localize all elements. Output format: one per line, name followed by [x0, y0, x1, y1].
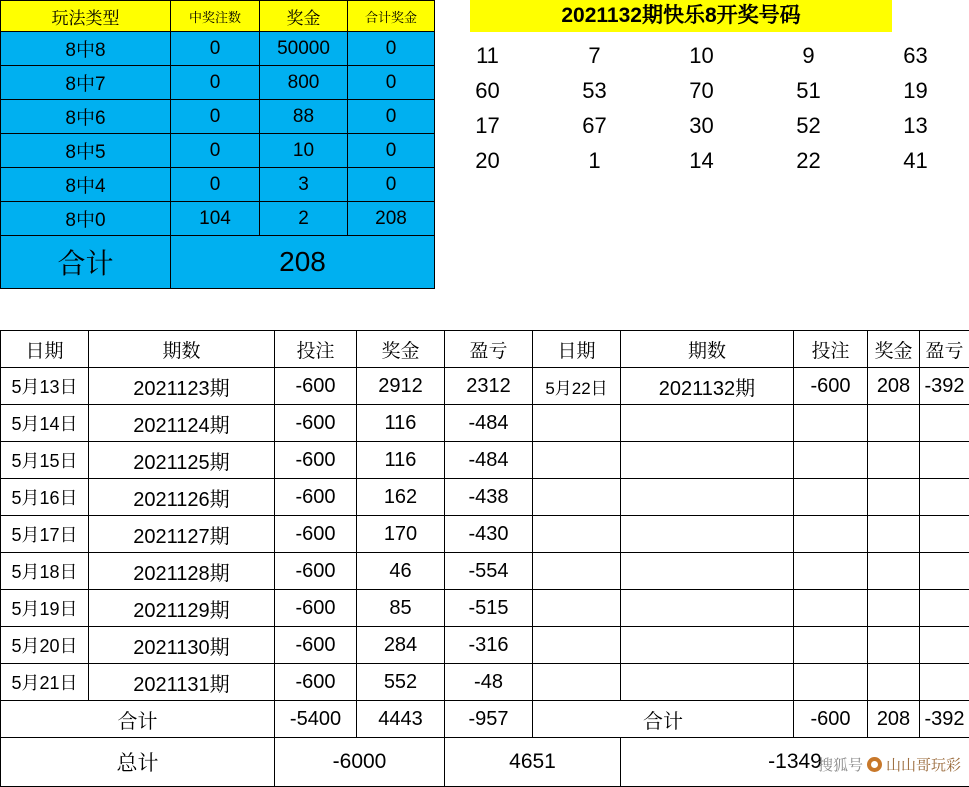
cell-empty — [621, 553, 794, 590]
cell-empty — [794, 516, 868, 553]
header-bet-right: 投注 — [794, 331, 868, 368]
cell-play-type: 8中8 — [1, 32, 171, 66]
cell-total-prize: 208 — [348, 202, 435, 236]
cell-profit: -484 — [445, 442, 533, 479]
cell-issue-right: 2021132期 — [621, 368, 794, 405]
cell-profit-right: -392 — [920, 368, 969, 405]
cell-total-prize: 0 — [348, 168, 435, 202]
cell-play-type: 8中5 — [1, 134, 171, 168]
cell-date: 5月18日 — [1, 553, 89, 590]
sohu-logo-icon — [867, 757, 882, 772]
draw-number: 19 — [862, 73, 969, 108]
cell-play-type: 8中4 — [1, 168, 171, 202]
cell-bet: -600 — [275, 553, 357, 590]
cell-prize: 3 — [260, 168, 348, 202]
table-row — [1, 100, 435, 134]
draw-number: 9 — [755, 38, 862, 73]
table-row — [1, 479, 969, 516]
cell-issue: 2021124期 — [89, 405, 275, 442]
subtotal-label-left: 合计 — [1, 701, 275, 738]
draw-number: 67 — [541, 108, 648, 143]
header-prize-right: 奖金 — [868, 331, 920, 368]
header-date-right: 日期 — [533, 331, 621, 368]
cell-empty — [868, 664, 920, 701]
cell-empty — [621, 442, 794, 479]
table-row — [1, 442, 969, 479]
cell-profit: -515 — [445, 590, 533, 627]
cell-empty — [920, 627, 969, 664]
cell-empty — [920, 442, 969, 479]
cell-profit: -484 — [445, 405, 533, 442]
cell-issue: 2021129期 — [89, 590, 275, 627]
grand-total-profit: -1349 — [621, 738, 969, 787]
cell-bet: -600 — [275, 442, 357, 479]
cell-empty — [533, 664, 621, 701]
header-profit-left: 盈亏 — [445, 331, 533, 368]
draw-number-row — [434, 73, 969, 108]
payout-total-label: 合计 — [1, 236, 171, 289]
cell-date: 5月14日 — [1, 405, 89, 442]
cell-empty — [794, 627, 868, 664]
cell-empty — [533, 405, 621, 442]
payout-table-container — [0, 0, 434, 289]
cell-profit: -316 — [445, 627, 533, 664]
cell-empty — [533, 553, 621, 590]
watermark-author: 山山哥玩彩 — [886, 754, 961, 775]
cell-profit: -48 — [445, 664, 533, 701]
cell-date: 5月13日 — [1, 368, 89, 405]
cell-profit: -438 — [445, 479, 533, 516]
cell-prize: 800 — [260, 66, 348, 100]
subtotal-label-right: 合计 — [533, 701, 794, 738]
cell-issue: 2021123期 — [89, 368, 275, 405]
cell-empty — [920, 516, 969, 553]
cell-empty — [533, 590, 621, 627]
table-row — [1, 368, 969, 405]
header-issue-right: 期数 — [621, 331, 794, 368]
cell-prize: 50000 — [260, 32, 348, 66]
table-row — [1, 516, 969, 553]
grand-total-prize: 4651 — [445, 738, 621, 787]
draw-number: 53 — [541, 73, 648, 108]
subtotal-profit-left: -957 — [445, 701, 533, 738]
cell-win-count: 104 — [171, 202, 260, 236]
cell-prize: 85 — [357, 590, 445, 627]
cell-prize: 2 — [260, 202, 348, 236]
cell-date: 5月20日 — [1, 627, 89, 664]
cell-empty — [868, 516, 920, 553]
cell-date: 5月19日 — [1, 590, 89, 627]
cell-bet: -600 — [275, 590, 357, 627]
draw-number: 14 — [648, 143, 755, 178]
cell-play-type: 8中0 — [1, 202, 171, 236]
header-prize: 奖金 — [260, 1, 348, 32]
cell-empty — [621, 590, 794, 627]
cell-total-prize: 0 — [348, 32, 435, 66]
cell-date: 5月15日 — [1, 442, 89, 479]
cell-play-type: 8中7 — [1, 66, 171, 100]
table-row — [1, 627, 969, 664]
cell-prize-right: 208 — [868, 368, 920, 405]
cell-date-right: 5月22日 — [533, 368, 621, 405]
cell-empty — [868, 553, 920, 590]
payout-total-value: 208 — [171, 236, 435, 289]
draw-number: 51 — [755, 73, 862, 108]
table-row — [1, 553, 969, 590]
cell-prize: 46 — [357, 553, 445, 590]
records-table — [0, 330, 969, 787]
draw-number: 13 — [862, 108, 969, 143]
cell-issue: 2021125期 — [89, 442, 275, 479]
cell-profit: -430 — [445, 516, 533, 553]
draw-number: 70 — [648, 73, 755, 108]
header-play-type: 玩法类型 — [1, 1, 171, 32]
draw-number: 7 — [541, 38, 648, 73]
cell-profit: 2312 — [445, 368, 533, 405]
cell-bet-right: -600 — [794, 368, 868, 405]
cell-date: 5月16日 — [1, 479, 89, 516]
draw-number-row — [434, 108, 969, 143]
cell-empty — [920, 553, 969, 590]
cell-empty — [794, 405, 868, 442]
subtotal-prize-left: 4443 — [357, 701, 445, 738]
cell-empty — [621, 479, 794, 516]
cell-empty — [621, 664, 794, 701]
cell-empty — [794, 479, 868, 516]
table-row — [1, 590, 969, 627]
cell-prize: 2912 — [357, 368, 445, 405]
cell-win-count: 0 — [171, 168, 260, 202]
cell-prize: 10 — [260, 134, 348, 168]
cell-empty — [920, 405, 969, 442]
header-prize-left: 奖金 — [357, 331, 445, 368]
draw-number: 30 — [648, 108, 755, 143]
subtotal-row — [1, 701, 969, 738]
table-row — [1, 32, 435, 66]
cell-prize: 116 — [357, 442, 445, 479]
table-row — [1, 664, 969, 701]
header-date-left: 日期 — [1, 331, 89, 368]
draw-number: 63 — [862, 38, 969, 73]
header-profit-right: 盈亏 — [920, 331, 969, 368]
cell-total-prize: 0 — [348, 66, 435, 100]
cell-win-count: 0 — [171, 100, 260, 134]
watermark — [818, 754, 961, 775]
subtotal-profit-right: -392 — [920, 701, 969, 738]
cell-win-count: 0 — [171, 66, 260, 100]
cell-total-prize: 0 — [348, 100, 435, 134]
table-row — [1, 405, 969, 442]
cell-empty — [868, 442, 920, 479]
draw-number-row — [434, 143, 969, 178]
draw-number: 60 — [434, 73, 541, 108]
header-total-prize: 合计奖金 — [348, 1, 435, 32]
cell-empty — [794, 664, 868, 701]
cell-empty — [794, 590, 868, 627]
cell-prize: 552 — [357, 664, 445, 701]
table-row — [1, 66, 435, 100]
draw-number: 20 — [434, 143, 541, 178]
cell-bet: -600 — [275, 664, 357, 701]
draw-numbers-container — [434, 0, 969, 178]
draw-number: 1 — [541, 143, 648, 178]
draw-number: 11 — [434, 38, 541, 73]
records-table-container — [0, 330, 969, 787]
subtotal-bet-right: -600 — [794, 701, 868, 738]
cell-bet: -600 — [275, 627, 357, 664]
cell-prize: 284 — [357, 627, 445, 664]
cell-issue: 2021130期 — [89, 627, 275, 664]
cell-date: 5月21日 — [1, 664, 89, 701]
cell-profit: -554 — [445, 553, 533, 590]
cell-empty — [920, 664, 969, 701]
grand-total-label: 总计 — [1, 738, 275, 787]
cell-bet: -600 — [275, 368, 357, 405]
cell-empty — [794, 442, 868, 479]
cell-empty — [920, 479, 969, 516]
table-row — [1, 134, 435, 168]
cell-bet: -600 — [275, 405, 357, 442]
payout-table-header-row — [1, 1, 435, 32]
cell-bet: -600 — [275, 516, 357, 553]
watermark-prefix: 搜狐号 — [818, 754, 863, 775]
cell-date: 5月17日 — [1, 516, 89, 553]
table-row — [1, 168, 435, 202]
header-win-count: 中奖注数 — [171, 1, 260, 32]
cell-empty — [533, 479, 621, 516]
draw-number: 52 — [755, 108, 862, 143]
payout-table — [0, 0, 435, 289]
cell-empty — [621, 405, 794, 442]
cell-empty — [868, 405, 920, 442]
draw-number: 22 — [755, 143, 862, 178]
cell-win-count: 0 — [171, 32, 260, 66]
draw-numbers-table — [434, 38, 969, 178]
draw-number-row — [434, 38, 969, 73]
cell-win-count: 0 — [171, 134, 260, 168]
subtotal-bet-left: -5400 — [275, 701, 357, 738]
cell-prize: 88 — [260, 100, 348, 134]
subtotal-prize-right: 208 — [868, 701, 920, 738]
header-bet-left: 投注 — [275, 331, 357, 368]
cell-empty — [920, 590, 969, 627]
cell-empty — [868, 590, 920, 627]
draw-number: 10 — [648, 38, 755, 73]
header-issue-left: 期数 — [89, 331, 275, 368]
cell-total-prize: 0 — [348, 134, 435, 168]
cell-play-type: 8中6 — [1, 100, 171, 134]
draw-number: 41 — [862, 143, 969, 178]
payout-total-row — [1, 236, 435, 289]
cell-issue: 2021126期 — [89, 479, 275, 516]
cell-prize: 116 — [357, 405, 445, 442]
cell-issue: 2021128期 — [89, 553, 275, 590]
draw-title: 2021132期快乐8开奖号码 — [470, 0, 892, 32]
cell-empty — [794, 553, 868, 590]
cell-issue: 2021127期 — [89, 516, 275, 553]
cell-empty — [533, 627, 621, 664]
cell-issue: 2021131期 — [89, 664, 275, 701]
cell-empty — [621, 516, 794, 553]
cell-empty — [533, 516, 621, 553]
cell-empty — [868, 479, 920, 516]
cell-empty — [533, 442, 621, 479]
cell-empty — [868, 627, 920, 664]
draw-number: 17 — [434, 108, 541, 143]
cell-bet: -600 — [275, 479, 357, 516]
table-row — [1, 202, 435, 236]
cell-prize: 170 — [357, 516, 445, 553]
records-header-row — [1, 331, 969, 368]
grand-total-bet: -6000 — [275, 738, 445, 787]
cell-empty — [621, 627, 794, 664]
cell-prize: 162 — [357, 479, 445, 516]
